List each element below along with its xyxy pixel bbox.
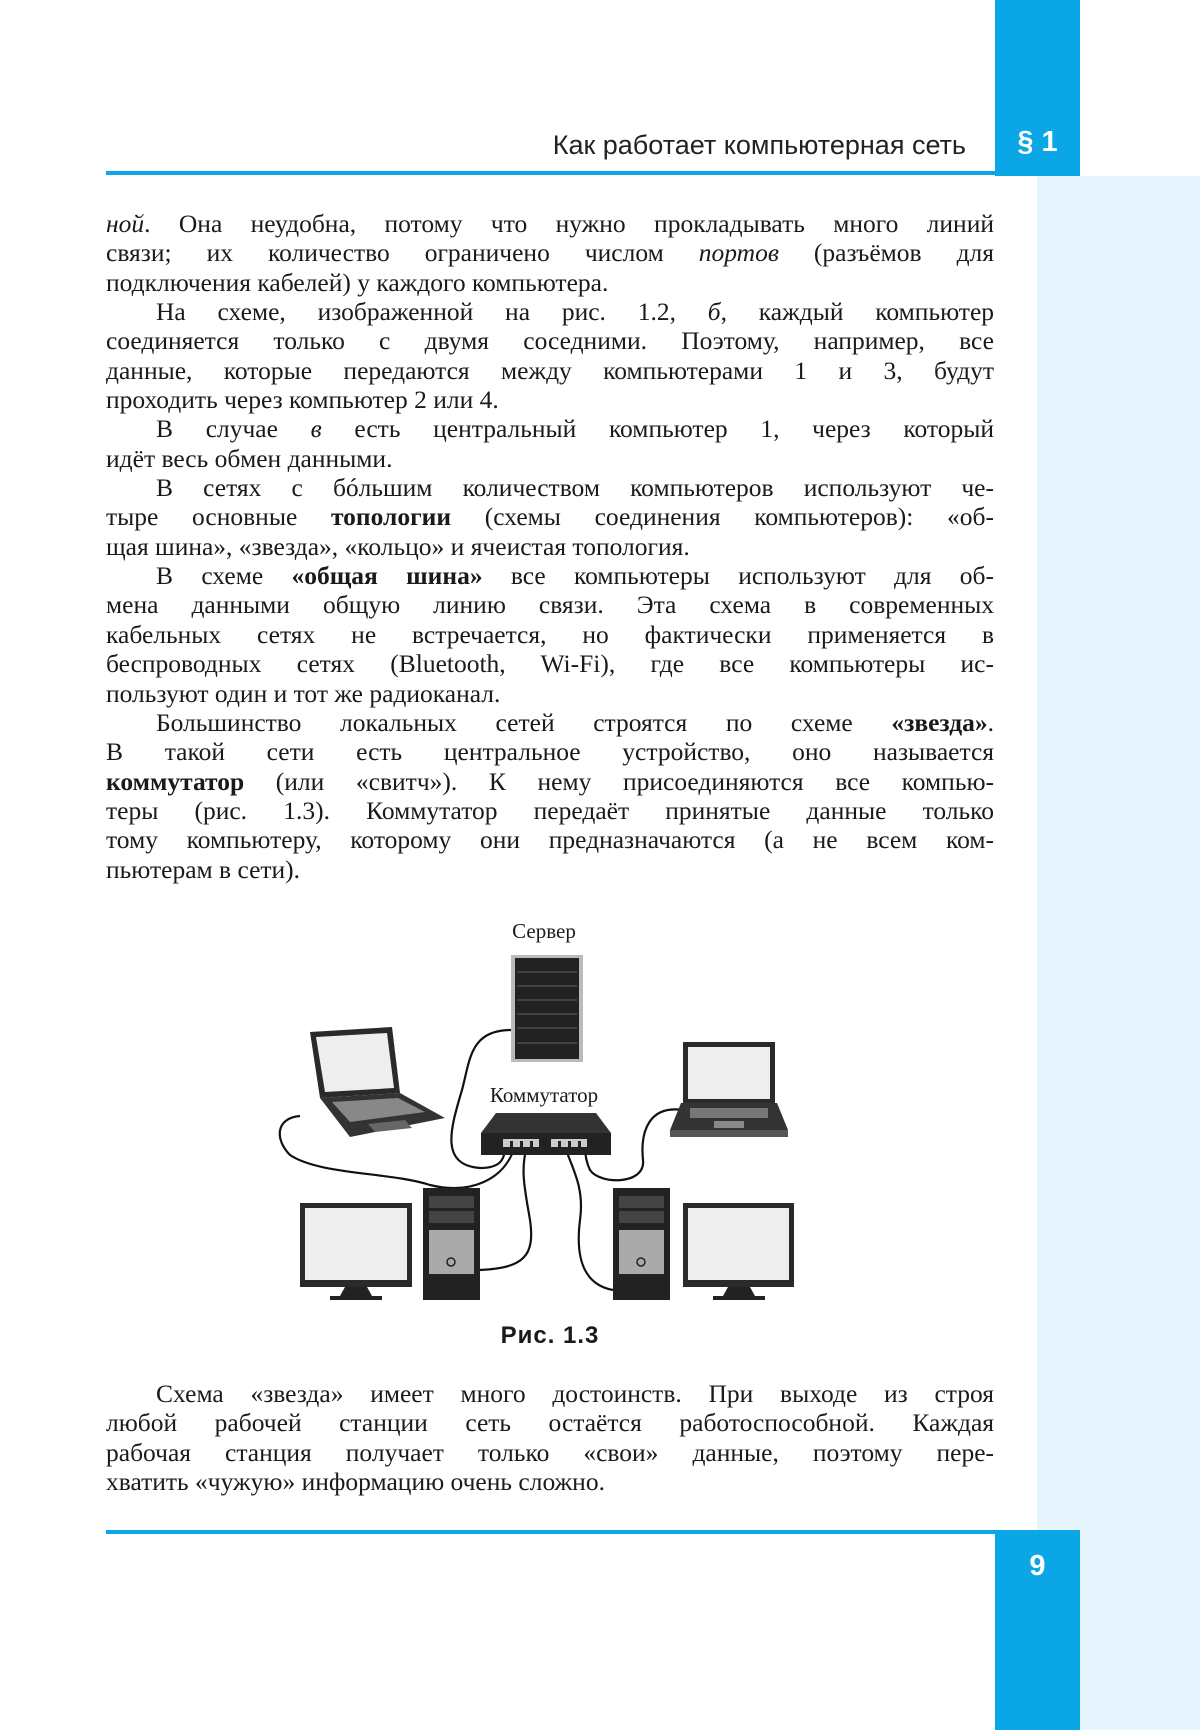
text-segment: (схемы соединения компьютеров): «об- xyxy=(451,502,994,532)
text-segment: беспроводных сетях (Bluetooth, Wi-Fi), где все компьютеры ис- xyxy=(106,649,994,679)
text-segment: пользуют один и тот же радиоканал. xyxy=(106,678,501,708)
text-segment: На схеме, изображенной на рис. 1.2, xyxy=(156,297,708,327)
text-segment: мена данными общую линию связи. Эта схема в современных xyxy=(106,590,994,620)
text-segment: (или «свитч»). К нему присоединяются все компью- xyxy=(244,766,994,796)
italic-term: ной xyxy=(106,209,145,238)
bold-term: коммутатор xyxy=(106,766,245,796)
page-number: 9 xyxy=(1029,1550,1046,1582)
text-segment: Схема «звезда» имеет много достоинств. При выходе из строя xyxy=(156,1379,994,1408)
text-segment: подключения кабелей) у каждого компьютера. xyxy=(106,267,609,297)
text-segment: , каждый компьютер xyxy=(720,297,995,327)
bold-term: «общая шина» xyxy=(291,561,483,591)
text-segment: Большинство локальных сетей строятся по схеме xyxy=(156,707,892,737)
server-label: Сервер xyxy=(512,919,576,943)
text-segment: В случае xyxy=(156,414,311,444)
text-segment: теры (рис. 1.3). Коммутатор передаёт принятые данные только xyxy=(106,795,994,825)
switch-label: Коммутатор xyxy=(489,1083,599,1107)
text-segment: щая шина», «звезда», «кольцо» и ячеистая топология. xyxy=(106,531,690,561)
text-segment: связи; их количество ограничено числом xyxy=(106,238,699,268)
text-segment: все компьютеры используют для об- xyxy=(482,561,994,591)
right-laptop-icon xyxy=(670,1042,788,1137)
text-segment: В сетях с бóльшим количеством компьютеров используют че- xyxy=(156,473,994,503)
text-segment: кабельных сетях не встречается, но фактически применяется в xyxy=(106,619,994,649)
section-number: § 1 xyxy=(1017,126,1058,158)
text-segment: В такой сети есть центральное устройство, оно называется xyxy=(106,737,994,767)
text-segment: хватить «чужую» информацию очень сложно. xyxy=(106,1467,605,1497)
text-segment: тыре основные xyxy=(106,502,331,532)
text-segment: идёт весь обмен данными. xyxy=(106,443,393,473)
right-monitor-icon xyxy=(683,1203,794,1300)
left-tower-icon xyxy=(423,1188,480,1300)
italic-term: б xyxy=(707,297,721,327)
right-tower-icon xyxy=(613,1188,670,1300)
running-title: Как работает компьютерная сеть xyxy=(552,130,966,160)
text-segment: . xyxy=(987,707,994,737)
text-segment: проходить через компьютер 2 или 4. xyxy=(106,385,499,415)
text-segment: пьютерам в сети). xyxy=(106,854,301,884)
text-segment: В схеме xyxy=(156,561,292,591)
switch-icon xyxy=(481,1113,611,1155)
left-laptop-icon xyxy=(310,1027,445,1137)
bold-term: топологии xyxy=(330,502,452,532)
text-segment: . Она неудобна, потому что нужно прокладывать много линий xyxy=(144,209,994,238)
italic-term: в xyxy=(310,414,322,444)
text-segment: соединяется только с двумя соседними. Поэтому, например, все xyxy=(106,326,994,356)
left-monitor-icon xyxy=(300,1203,412,1300)
text-segment: любой рабочей станции сеть остаётся работоспособной. Каждая xyxy=(106,1408,994,1438)
text-segment: есть центральный компьютер 1, через который xyxy=(321,414,995,444)
text-segment: рабочая станция получает только «свои» данные, поэтому пере- xyxy=(106,1437,994,1467)
text-segment: (разъёмов для xyxy=(778,238,994,268)
bold-term: «звезда» xyxy=(891,707,988,737)
figure-caption: Рис. 1.3 xyxy=(500,1322,600,1349)
server-icon xyxy=(511,955,583,1062)
text-segment: данные, которые передаются между компьютерами 1 и 3, будут xyxy=(106,355,994,385)
italic-term: портов xyxy=(698,238,779,268)
text-segment: тому компьютеру, которому они предназначаются (а не всем ком- xyxy=(106,825,994,855)
